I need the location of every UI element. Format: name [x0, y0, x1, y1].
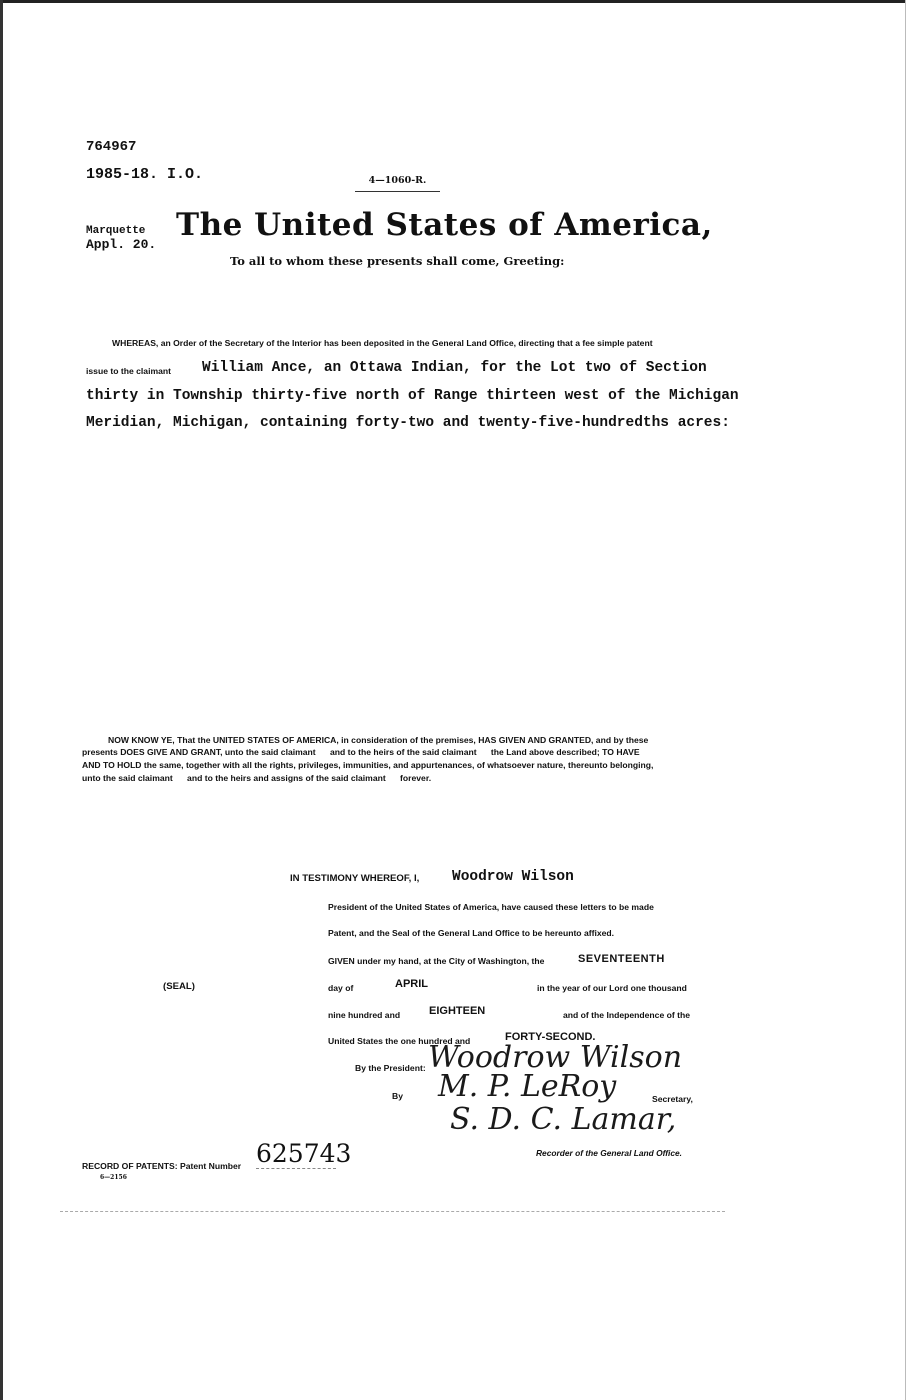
whereas-claimant-prefix: issue to the claimant [86, 366, 172, 376]
month-value: APRIL [395, 978, 428, 990]
testimony-label: IN TESTIMONY WHEREOF, I, [290, 873, 420, 884]
by-label: By [392, 1091, 403, 1101]
form-number: 4—1060-R. [368, 175, 427, 186]
us-one-hundred-label: United States the one hundred and [328, 1036, 471, 1046]
president-name-typed: Woodrow Wilson [452, 869, 574, 885]
grant-line-2: presents DOES GIVE AND GRANT, unto the said claimant and to the heirs of the said claimant the Land above described; TO HAVE [82, 747, 640, 757]
application-number: Appl. 20. [86, 237, 157, 252]
independence-year-value: FORTY-SECOND. [505, 1031, 596, 1043]
by-the-president-label: By the President: [355, 1063, 426, 1073]
year-value: EIGHTEEN [429, 1005, 486, 1017]
whereas-typed-line-1: William Ance, an Ottawa Indian, for the Lot two of Section [202, 360, 707, 376]
testimony-patent-line: Patent, and the Seal of the General Land Office to be hereunto affixed. [328, 928, 615, 938]
grant-line-3: AND TO HOLD the same, together with all the rights, privileges, immunities, and appurtenances, of whatsoever nature, thereunto belonging, [82, 760, 654, 770]
recorder-label: Recorder of the General Land Office. [536, 1148, 682, 1158]
document-number: 1985-18. I.O. [86, 166, 204, 183]
form-code: 6—2156 [100, 1174, 127, 1181]
independence-label: and of the Independence of the [563, 1010, 691, 1020]
page-title: The United States of America, [176, 207, 713, 243]
accession-number: 764967 [86, 139, 137, 155]
nine-hundred-label: nine hundred and [328, 1010, 401, 1020]
patent-number: 625743 [256, 1139, 352, 1168]
testimony-president-line: President of the United States of America, have caused these letters to be made [328, 902, 654, 912]
whereas-typed-line-3: Meridian, Michigan, containing forty-two and twenty-five-hundredths acres: [86, 415, 730, 431]
president-signature: Woodrow Wilson [428, 1040, 683, 1075]
page-border-top [0, 0, 906, 3]
whereas-line-1: WHEREAS, an Order of the Secretary of the Interior has been deposited in the General Land Office, directing that a fee simple patent [112, 338, 653, 348]
scan-artifact-line [60, 1211, 725, 1212]
whereas-typed-line-2: thirty in Township thirty-five north of Range thirteen west of the Michigan [86, 388, 739, 404]
grant-line-4: unto the said claimant and to the heirs and assigns of the said claimant forever. [82, 773, 432, 783]
record-label: RECORD OF PATENTS: Patent Number [82, 1161, 242, 1171]
day-of-label: day of [328, 983, 354, 993]
grant-line-1: NOW KNOW YE, That the UNITED STATES OF AMERICA, in consideration of the premises, HAS GIVEN AND GRANTED, and by these [108, 735, 649, 745]
greeting: To all to whom these presents shall come, Greeting: [230, 254, 565, 268]
form-number-rule [355, 191, 440, 192]
seal-label: (SEAL) [163, 981, 195, 992]
land-office: Marquette [86, 225, 146, 237]
secretary-label: Secretary, [652, 1094, 693, 1104]
year-of-lord-label: in the year of our Lord one thousand [537, 983, 687, 993]
page-border-left [0, 0, 3, 1400]
given-line-prefix: GIVEN under my hand, at the City of Washington, the [328, 956, 545, 966]
secretary-signature: M. P. LeRoy [438, 1069, 617, 1104]
day-value: SEVENTEENTH [578, 953, 665, 965]
recorder-signature: S. D. C. Lamar, [450, 1102, 677, 1137]
